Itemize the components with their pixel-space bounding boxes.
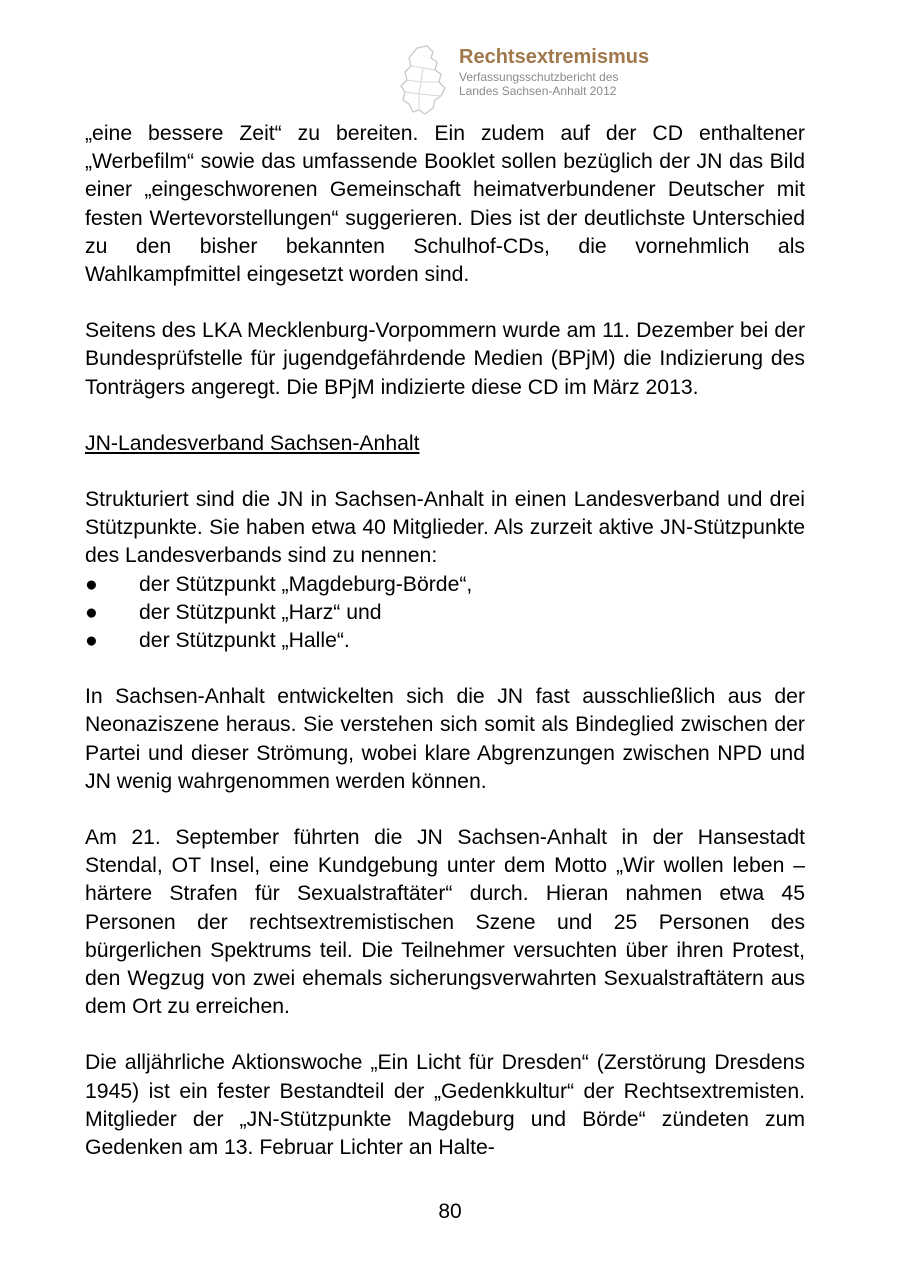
header-subtitle-line2: Landes Sachsen-Anhalt 2012 xyxy=(459,84,617,98)
page-body xyxy=(85,120,805,1162)
header-title: Rechtsextremismus xyxy=(459,46,650,68)
list-item-text: der Stützpunkt „Halle“. xyxy=(139,629,350,653)
paragraph: „eine bessere Zeit“ zu bereiten. Ein zudem auf der CD enthaltener „Werbefilm“ sowie das umfassende Booklet sollen bezüglich der JN das Bild einer „eingeschworenen Gemeinschaft heimatverbundener Deutscher mit festen Wertevorstellungen“ suggerieren. Dies ist der deutlichste Unterschied zu den bisher bekannten Schulhof-CDs, die vornehmlich als Wahlkampfmittel eingesetzt worden sind. xyxy=(85,122,805,287)
page-number: 80 xyxy=(438,1200,462,1223)
bullet-list xyxy=(85,571,805,656)
list-item-text: der Stützpunkt „Magdeburg-Börde“, xyxy=(139,572,473,596)
section-heading: JN-Landesverband Sachsen-Anhalt xyxy=(85,431,420,455)
paragraph: Seitens des LKA Mecklenburg-Vorpommern wurde am 11. Dezember bei der Bundesprüfstelle für jugendgefährdende Medien (BPjM) die Indizierung des Tonträgers angeregt. Die BPjM indizierte diese CD im März 2013. xyxy=(85,319,805,399)
list-item xyxy=(85,571,805,599)
page-header xyxy=(395,44,715,116)
list-item xyxy=(85,627,805,655)
paragraph: In Sachsen-Anhalt entwickelten sich die JN fast ausschließlich aus der Neonaziszene heraus. Sie verstehen sich somit als Bindeglied zwischen der Partei und dieser Strömung, wobei klare Abgrenzungen zwischen NPD und JN wenig wahrgenommen werden können. xyxy=(85,685,805,793)
sachsen-anhalt-map-icon xyxy=(395,44,459,116)
paragraph: Strukturiert sind die JN in Sachsen-Anhalt in einen Landesverband und drei Stützpunkte. Sie haben etwa 40 Mitglieder. Als zurzeit aktive JN-Stützpunkte des Landesverbands sind zu nennen: xyxy=(85,488,805,568)
paragraph: Am 21. September führten die JN Sachsen-Anhalt in der Hansestadt Stendal, OT Insel, eine Kundgebung unter dem Motto „Wir wollen leben – härtere Strafen für Sexualstraftäter“ durch. Hieran nahmen etwa 45 Personen der rechtsextremistischen Szene und 25 Personen des bürgerlichen Spektrums teil. Die Teilnehmer versuchten über ihren Protest, den Wegzug von zwei ehemals sicherungsverwahrten Sexualstraftätern aus dem Ort zu erreichen. xyxy=(85,826,805,1019)
bullet-icon: ● xyxy=(85,629,98,653)
header-subtitle-line1: Verfassungsschutzbericht des xyxy=(459,70,619,84)
list-item xyxy=(85,599,805,627)
bullet-icon: ● xyxy=(85,600,98,624)
bullet-icon: ● xyxy=(85,572,98,596)
paragraph: Die alljährliche Aktionswoche „Ein Licht für Dresden“ (Zerstörung Dresdens 1945) ist ein fester Bestandteil der „Gedenkkultur“ der Rechtsextremisten. Mitglieder der „JN-Stützpunkte Magdeburg und Börde“ zündeten zum Gedenken am 13. Februar Lichter an Halte- xyxy=(85,1051,805,1160)
list-item-text: der Stützpunkt „Harz“ und xyxy=(139,600,382,624)
